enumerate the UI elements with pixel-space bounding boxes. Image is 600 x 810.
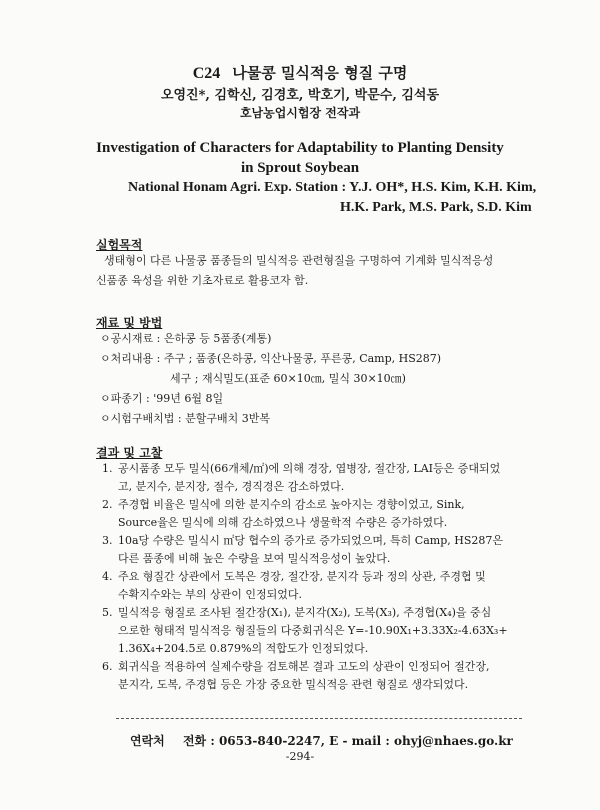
affiliation-korean: 호남농업시험장 전작과 bbox=[239, 106, 361, 120]
page-number: -294- bbox=[285, 750, 315, 763]
objective-line1: 생태형이 다른 나물콩 품종들의 밀식적응 관련형질을 구명하여 기계화 밀식적응성 bbox=[104, 254, 494, 267]
paper-title bbox=[0, 62, 600, 83]
objective-line2: 신품종 육성을 위한 기초자료로 활용코자 함. bbox=[96, 274, 309, 287]
result-item: 4. 주요 형질간 상관에서 도복은 경장, 절간장, 분지각 등과 정의 상관, 주경협 및 수확지수와는 부의 상관이 인정되었다. bbox=[102, 570, 486, 601]
title-korean: 나물콩 밀식적응 형질 구명 bbox=[232, 64, 408, 82]
email-address[interactable]: ohyj@nhaes.go.kr bbox=[394, 734, 513, 748]
methods-item: ㅇ처리내용 : 주구 ; 품종(은하콩, 익산나물콩, 푸른콩, Camp, HS287) bbox=[100, 352, 442, 365]
result-item: 3. 10a당 수량은 밀식시 ㎡당 협수의 증가로 증가되었으며, 특히 Camp, HS287은 다른 품종에 비해 높은 수량을 보여 밀식적응성이 높았다. bbox=[102, 534, 503, 565]
methods-item: ㅇ시험구배치법 : 분할구배치 3반복 bbox=[100, 412, 270, 425]
methods-item: ㅇ파종기 : '99년 6월 8일 bbox=[100, 392, 224, 405]
result-item: 2. 주경협 비율은 밀식에 의한 분지수의 감소로 높아지는 경향이었고, Sink, Source율은 밀식에 의해 감소하였으나 생물학적 수량은 증가하였다. bbox=[102, 498, 465, 529]
authors-english-line2: H.K. Park, M.S. Park, S.D. Kim bbox=[340, 200, 532, 215]
phone-label: 전화 : bbox=[182, 734, 215, 748]
title-english-line1: Investigation of Characters for Adaptability to Planting Density bbox=[96, 140, 504, 156]
result-item: 5. 밀식적응 형질로 조사된 절간장(X₁), 분지각(X₂), 도복(X₃), 주경협(X₄)을 중심 으로한 형태적 밀식적응 형질들의 다중회귀식은 Y=-10.90X₁+3.33X₂-4.63X₃+ 1.36X₄+204.5로 0.879%의 적합도가 인정되었다. bbox=[102, 606, 508, 655]
abstract-code: C24 bbox=[192, 65, 221, 82]
footer-divider bbox=[116, 718, 522, 719]
results-heading: 결과 및 고찰 bbox=[96, 446, 163, 460]
contact-line bbox=[130, 732, 513, 749]
title-english bbox=[0, 138, 600, 178]
result-item: 1. 공시품종 모두 밀식(66개체/㎡)에 의해 경장, 엽병장, 절간장, LAI등은 증대되었 고, 분지수, 분지장, 절수, 경직경은 감소하였다. bbox=[102, 462, 501, 493]
methods-item: 세구 ; 재식밀도(표준 60×10㎝, 밀식 30×10㎝) bbox=[170, 372, 406, 385]
methods-item: ㅇ공시재료 : 은하콩 등 5품종(계통) bbox=[100, 332, 272, 345]
authors-english-line1: National Honam Agri. Exp. Station : Y.J. OH*, H.S. Kim, K.H. Kim, bbox=[128, 180, 537, 195]
objective-heading: 실험목적 bbox=[96, 238, 143, 252]
email-label: E - mail : bbox=[329, 734, 390, 748]
contact-label: 연락처 bbox=[130, 734, 165, 748]
authors-korean: 오영진*, 김학신, 김경호, 박호기, 박문수, 김석동 bbox=[160, 88, 440, 103]
methods-heading: 재료 및 방법 bbox=[96, 316, 163, 330]
result-item: 6. 회귀식을 적용하여 실제수량을 검토해본 결과 고도의 상관이 인정되어 절간장, 분지각, 도복, 주경협 등은 가장 중요한 밀식적응 관련 형질로 생각되었다. bbox=[102, 660, 490, 691]
phone-number: 0653-840-2247, bbox=[218, 734, 325, 748]
title-english-line2: in Sprout Soybean bbox=[240, 160, 360, 176]
results-list bbox=[102, 460, 552, 694]
